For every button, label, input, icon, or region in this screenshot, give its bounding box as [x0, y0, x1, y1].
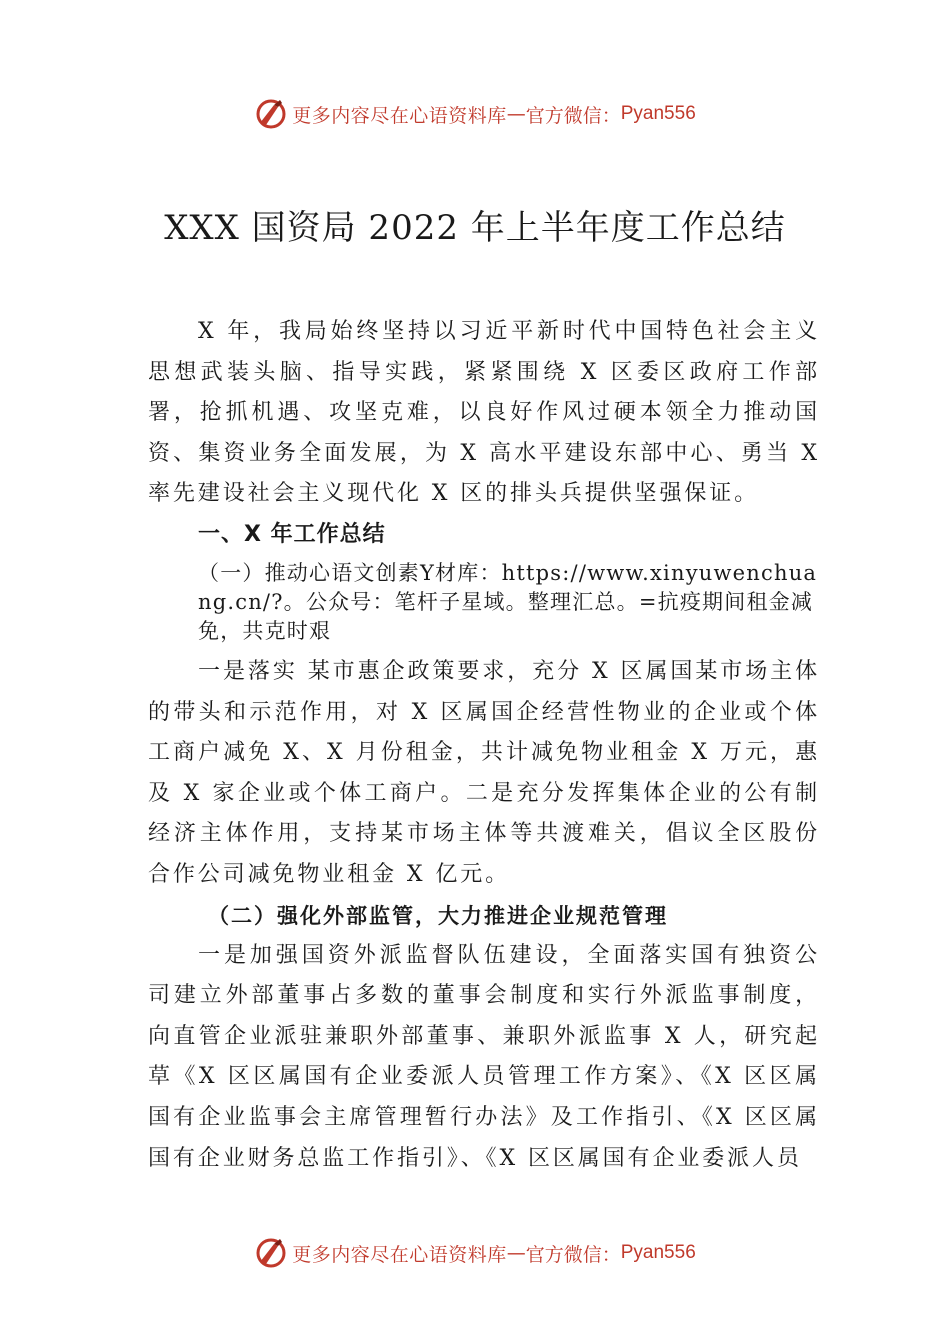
- body-paragraph: 一是加强国资外派监督队伍建设，全面落实国有独资公司建立外部董事占多数的董事会制度和实行外派监事制度，向直管企业派驻兼职外部董事、兼职外派监事 X 人，研究起草《X 区区属国有企业委派人员管理工作方案》、《X 区区属国有企业监事会主席管理暂行办法》及工作指引、《X 区区属国有企业财务总监工作指引》、《X 区区属国有企业委派人员: [148, 942, 820, 1171]
- banner-text: 更多内容尽在心语资料库: [292, 104, 507, 127]
- footer-banner: [0, 1233, 950, 1273]
- banner-dash: —: [506, 103, 526, 125]
- banner-dash: —: [506, 1242, 526, 1264]
- subsection-heading: （二）强化外部监管，大力推进企业规范管理: [208, 902, 668, 928]
- subsection-heading: （一）推动心语文创素Y材库：https://www.xinyuwenchuang.cn/?。公众号：笔杆子星域。整理汇总。=抗疫期间租金减免，共克时艰: [198, 560, 818, 643]
- banner-wechat-id: Pyan556: [620, 103, 696, 124]
- banner-wechat-id: Pyan556: [620, 1242, 696, 1263]
- banner-wechat-label: 官方微信：: [525, 104, 621, 127]
- header-banner: [0, 94, 950, 134]
- document-body: [148, 312, 820, 1179]
- banner-wechat-label: 官方微信：: [525, 1243, 621, 1266]
- banner-text: 更多内容尽在心语资料库: [292, 1243, 507, 1266]
- document-title: XXX 国资局 2022 年上半年度工作总结: [164, 208, 786, 248]
- section-heading: 一、X 年工作总结: [198, 521, 386, 547]
- body-paragraph: 一是落实 某市惠企政策要求，充分 X 区属国某市场主体的带头和示范作用，对 X 区属国企经营性物业的企业或个体工商户减免 X、X 月份租金，共计减免物业租金 X 万元，惠及 X 家企业或个体工商户。二是充分发挥集体企业的公有制经济主体作用，支持某市场主体等共渡难关，倡议全区股份合作公司减免物业租金 X 亿元。: [148, 658, 820, 887]
- logo-icon: [254, 97, 288, 131]
- logo-icon: [254, 1236, 288, 1270]
- intro-paragraph: X 年，我局始终坚持以习近平新时代中国特色社会主义思想武装头脑、指导实践，紧紧围绕 X 区委区政府工作部署，抢抓机遇、攻坚克难，以良好作风过硬本领全力推动国资、集资业务全面发展，为 X 高水平建设东部中心、勇当 X 率先建设社会主义现代化 X 区的排头兵提供坚强保证。: [148, 319, 820, 507]
